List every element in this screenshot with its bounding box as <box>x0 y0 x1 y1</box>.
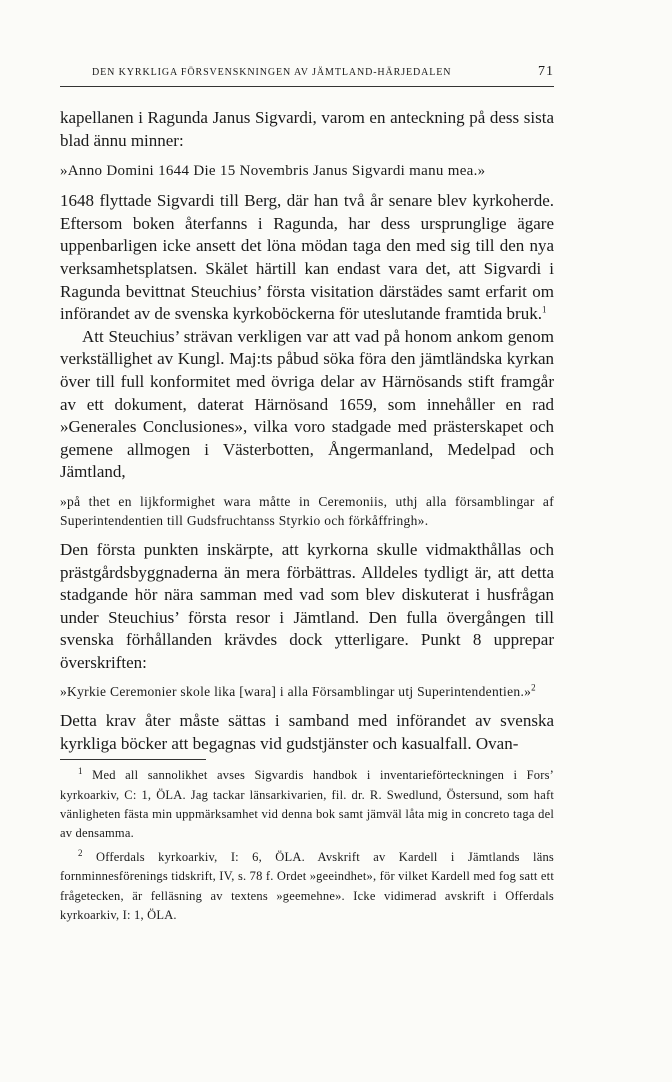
header-rule <box>60 86 554 87</box>
footnote-2-text: Offerdals kyrkoarkiv, I: 6, ÖLA. Avskrift av Kardell i Jämtlands läns fornminnesförenings tidskrift, IV, s. 78 f. Ordet »geeindhet», för vilket Kardell med fog satt ett frågetecken, är felläsning av textens »geemehne». Icke vidimerad avskrift i Offerdals kyrkoarkiv, I: 1, ÖLA. <box>60 849 554 922</box>
quote-kyrkie-ceremonier <box>60 682 554 702</box>
paragraph-3: Att Steuchius’ strävan verkligen var att vad på honom ankom genom verkställighet av Kungl. Maj:ts påbud söka föra den jämtländska kyrkan över till full konformitet med övriga delar av Härnösands stift framgår av ett dokument, daterat Härnösand 1659, som innehåller en rad »Generales Conclusiones», vilka voro stadgade med prästerskapet och gemene allmogen i Västerbotten, Ångermanland, Medelpad och Jämtland, <box>60 326 554 482</box>
footnote-2 <box>60 848 554 926</box>
footnote-1 <box>60 766 554 844</box>
footnote-rule <box>60 759 206 760</box>
paragraph-2 <box>60 190 554 326</box>
book-page <box>60 64 554 925</box>
quote-anno-domini: »Anno Domini 1644 Die 15 Novembris Janus Sigvardi manu mea.» <box>60 163 486 180</box>
quote-kyrkie-text: »Kyrkie Ceremonier skole lika [wara] i alla Församblingar utj Superintendentien.» <box>60 684 532 700</box>
footnote-ref-1: 1 <box>541 304 547 315</box>
running-title: DEN KYRKLIGA FÖRSVENSKNINGEN AV JÄMTLAND-HÄRJEDALEN <box>92 67 452 78</box>
quote-lijkformighet: »på thet en lijkformighet wara måtte in Ceremoniis, uthj alla församblingar af Superintendentien till Gudsfruchtanss Styrkio och förkåffringh». <box>60 493 554 529</box>
paragraph-2-text: 1648 flyttade Sigvardi till Berg, där han två år senare blev kyrkoherde. Eftersom boken återfanns i Ragunda, har dess ursprunglige ägare uppenbarligen icke ansett det löna mödan taga den med sig till den nya verksamhetsplatsen. Skälet härtill kan endast vara det, att Sigvardi i Ragunda bevittnat Steuchius’ första visitation därstädes samt erfarit om införandet av de svenska kyrkoböckerna för uteslutande framtida bruk. <box>60 191 554 324</box>
footnote-mark-1: 1 <box>78 766 83 776</box>
footnote-mark-2: 2 <box>78 847 83 858</box>
running-head <box>60 64 554 80</box>
paragraph-1: kapellanen i Ragunda Janus Sigvardi, varom en anteckning på dess sista blad ännu minner: <box>60 108 554 150</box>
paragraph-5: Detta krav åter måste sättas i samband med införandet av svenska kyrkliga böcker att begagnas vid gudstjänster och kasualfall. Ovan- <box>60 710 554 753</box>
paragraph-4: Den första punkten inskärpte, att kyrkorna skulle vidmakthållas och prästgårdsbyggnaderna än mera förbättras. Alldeles tydligt är, att detta stadgande hör nära samman med vad som blev diskuterat i husfrågan under Steuchius’ första resor i Jämtland. Den fulla övergången till svenska förhållanden krävdes dock ytterligare. Punkt 8 upprepar överskriften: <box>60 539 554 672</box>
page-number: 71 <box>538 64 554 79</box>
footnote-1-text: Med all sannolikhet avses Sigvardis handbok i inventarieförteckningen i Fors’ kyrkoarkiv, C: 1, ÖLA. Jag tackar länsarkivarien, fil. dr. R. Swedlund, Östersund, som haft vänligheten fästa min uppmärksamhet vid denna bok samt jämväl låta mig in concreto taga del av densamma. <box>60 768 555 841</box>
footnotes <box>60 766 554 925</box>
footnote-ref-2: 2 <box>531 682 536 693</box>
main-text <box>60 107 554 755</box>
